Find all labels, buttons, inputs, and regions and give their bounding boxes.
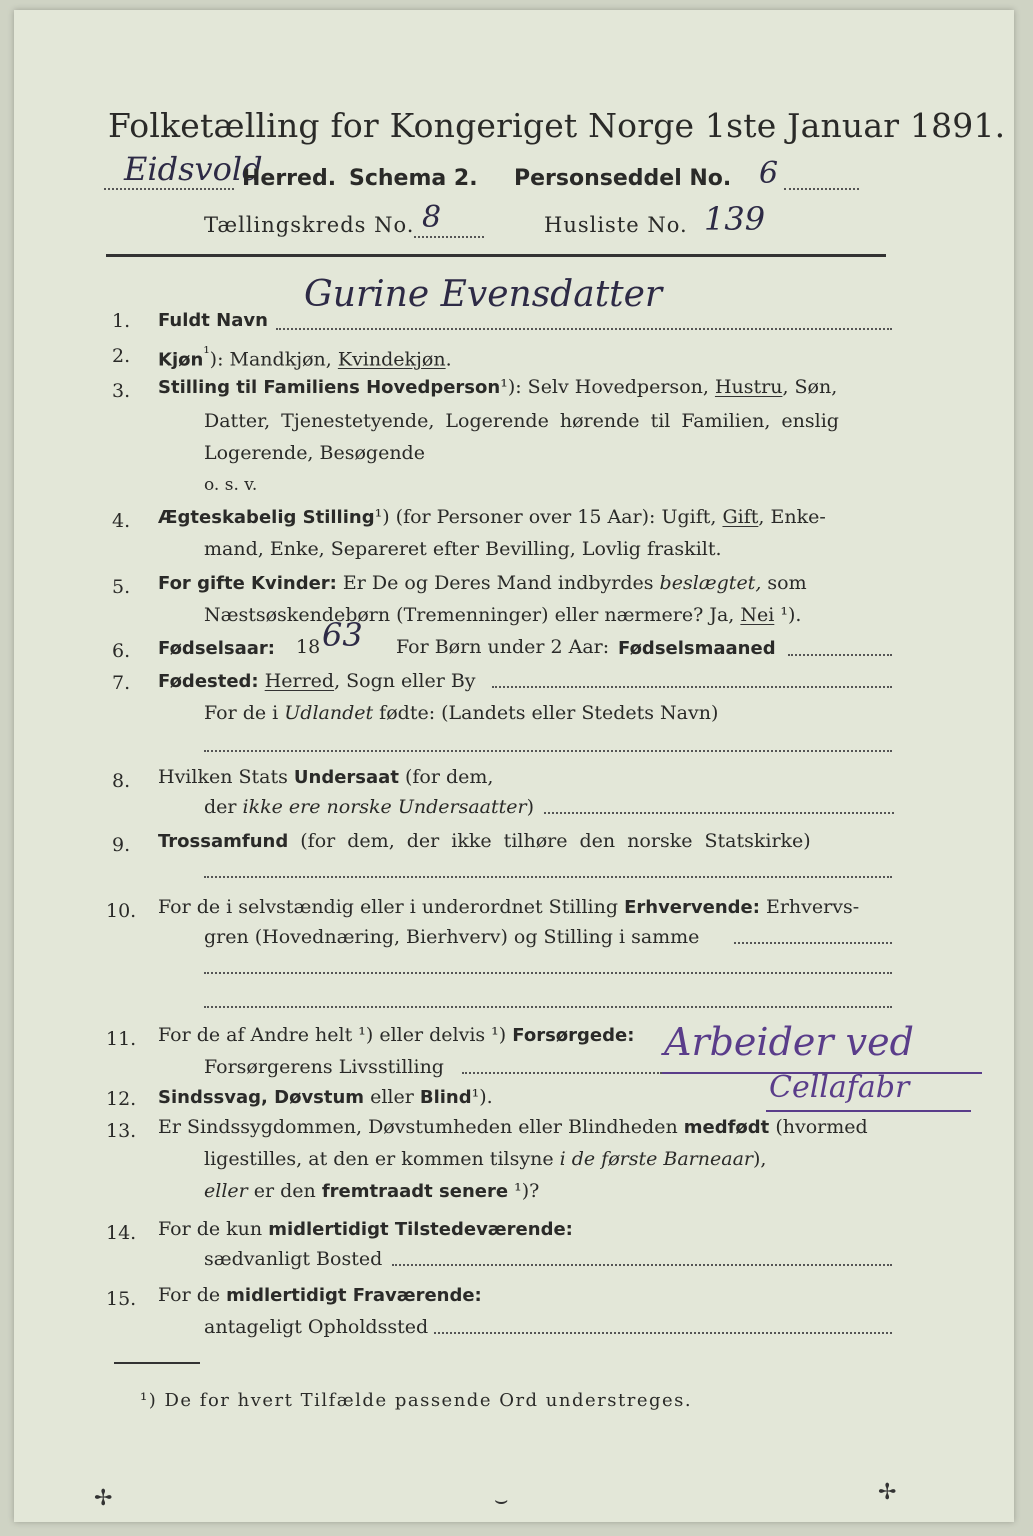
q13-line3-italic: eller — [204, 1180, 248, 1202]
q4-number: 4. — [112, 510, 131, 532]
q11-value: Arbeider ved — [664, 1020, 914, 1064]
q2-number: 2. — [112, 345, 131, 367]
q10-label: Erhvervende: — [624, 897, 760, 918]
q10-number: 10. — [106, 900, 137, 922]
q7-line2-a: For de i — [204, 702, 285, 724]
q12-line1 — [158, 1086, 493, 1108]
q5-line2-text: Næstsøskendebørn (Tremenninger) eller nærmere? Ja, — [204, 604, 741, 626]
q5-text-a: Er De og Deres Mand indbyrdes — [336, 572, 660, 594]
q5-text-b: som — [761, 572, 807, 594]
q5-end: ¹). — [774, 604, 802, 626]
q7-selected-option: Herred — [264, 670, 335, 692]
q8-text-b: (for dem, — [398, 766, 494, 788]
q6-year-value: 63 — [322, 616, 363, 654]
q6-label: Fødselsaar: — [158, 638, 275, 659]
q8-number: 8. — [112, 770, 131, 792]
q1-label: Fuldt Navn — [158, 310, 268, 331]
q6-label2: Fødselsmaaned — [618, 638, 776, 659]
q5-label: For gifte Kvinder: — [158, 573, 337, 594]
q3-text-b: , Søn, — [782, 376, 838, 398]
q7-text-a: , Sogn eller By — [334, 670, 476, 692]
q9-number: 9. — [112, 834, 131, 856]
q8-line2-b: ) — [526, 796, 534, 818]
q13-line2 — [204, 1148, 766, 1170]
q8-label: Undersaat — [293, 767, 399, 788]
q2-label: Kjøn — [158, 349, 204, 371]
register-mark-center-icon: ⌣ — [494, 1488, 509, 1513]
q2-end: . — [445, 348, 452, 371]
q12-text-a: eller — [364, 1086, 420, 1108]
q7-line1 — [158, 670, 476, 692]
q7-line2 — [204, 702, 718, 724]
q15-text-a: For de — [158, 1284, 227, 1306]
q11-dotted-line — [462, 1072, 662, 1074]
personseddel-label: Personseddel No. — [514, 166, 732, 191]
q11-text-a: For de af Andre helt ¹) eller delvis ¹) — [158, 1024, 513, 1046]
footnote — [140, 1390, 692, 1411]
q12-label: Sindssvag, Døvstum — [158, 1087, 365, 1108]
q10-dotted-line — [734, 942, 892, 944]
q14-number: 14. — [106, 1222, 137, 1244]
husliste-label: Husliste No. — [544, 213, 688, 237]
personseddel-value: 6 — [759, 156, 779, 191]
q11-number: 11. — [106, 1028, 137, 1050]
q9-dotted-line — [204, 876, 892, 878]
q7-line2-italic: Udlandet — [284, 702, 374, 724]
q6-text-b: For Børn under 2 Aar: — [396, 636, 610, 658]
q7-dotted-line2 — [204, 750, 892, 752]
q8-line2-a: der — [204, 796, 243, 818]
q13-line2-italic: i de første Barneaar — [559, 1148, 753, 1170]
q11-line1 — [158, 1024, 634, 1046]
register-mark-left-icon: ✢ — [94, 1486, 113, 1511]
q4-line2: mand, Enke, Separeret efter Bevilling, Lovlig fraskilt. — [204, 538, 722, 560]
q13-line3-bold: fremtraadt senere — [321, 1181, 509, 1202]
schema-label: Schema 2. — [349, 166, 478, 191]
q4-text-a: ¹) (for Personer over 15 Aar): Ugift, — [374, 506, 723, 528]
q8-line2 — [204, 796, 534, 818]
q11-underline2 — [766, 1110, 971, 1112]
q14-line2: sædvanligt Bosted — [204, 1248, 383, 1270]
q14-label: midlertidigt Tilstedeværende: — [268, 1219, 573, 1240]
q5-line1 — [158, 572, 807, 594]
q1-dotted-line — [276, 328, 892, 330]
q15-number: 15. — [106, 1288, 137, 1310]
q2-text: ): Mandkjøn, — [209, 348, 338, 371]
q7-label: Fødested: — [158, 671, 259, 692]
census-form — [14, 10, 1014, 1522]
q5-number: 5. — [112, 576, 131, 598]
q6-dotted-line — [788, 654, 892, 656]
herred-dotted-line — [104, 188, 234, 190]
q1-number: 1. — [112, 310, 131, 332]
kreds-label: Tællingskreds No. — [204, 213, 415, 237]
footnote-rule — [114, 1362, 200, 1364]
q12-number: 12. — [106, 1088, 137, 1110]
footnote-text: De for hvert Tilfælde passende Ord understreges. — [157, 1390, 693, 1411]
q13-line3-c: ¹)? — [508, 1180, 540, 1202]
herred-value: Eidsvold — [124, 150, 263, 188]
q12-label2: Blind — [419, 1087, 472, 1108]
q4-selected-option: Gift — [722, 506, 759, 528]
q13-text-b: (hvormed — [769, 1116, 868, 1138]
q11-label: Forsørgede: — [512, 1025, 635, 1046]
q11-value2: Cellafabr — [769, 1070, 910, 1105]
herred-label: Herred. — [242, 166, 337, 191]
q3-label: Stilling til Familiens Hovedperson — [158, 377, 501, 398]
q3-line3: Logerende, Besøgende — [204, 442, 425, 464]
q4-text-b: , Enke- — [758, 506, 826, 528]
kreds-value: 8 — [422, 200, 442, 235]
q10-dotted-line2 — [204, 972, 892, 974]
footnote-sup: ¹) — [140, 1390, 158, 1411]
q4-label: Ægteskabelig Stilling — [158, 507, 375, 528]
q3-number: 3. — [112, 380, 131, 402]
q6-prefix: 18 — [296, 636, 321, 658]
q14-dotted-line — [392, 1264, 892, 1266]
q13-label: medfødt — [683, 1117, 770, 1138]
personseddel-dotted-line — [784, 188, 859, 190]
q8-line1 — [158, 766, 493, 788]
q12-end: ¹). — [471, 1086, 493, 1108]
q8-line2-italic: ikke ere norske Undersaatter — [242, 796, 527, 818]
husliste-value: 139 — [704, 200, 766, 238]
q7-number: 7. — [112, 672, 131, 694]
q7-dotted-line — [492, 686, 892, 688]
q4-line1 — [158, 506, 826, 528]
q13-text-a: Er Sindssygdommen, Døvstumheden eller Blindheden — [158, 1116, 684, 1138]
q13-number: 13. — [106, 1120, 137, 1142]
q14-text-a: For de kun — [158, 1218, 269, 1240]
q10-text-b: Erhvervs- — [759, 896, 860, 918]
q15-line2: antageligt Opholdssted — [204, 1316, 429, 1338]
q3-text-a: ¹): Selv Hovedperson, — [500, 376, 715, 398]
q15-line1 — [158, 1284, 482, 1306]
q10-text-a: For de i selvstændig eller i underordnet Stilling — [158, 896, 625, 918]
q15-dotted-line — [434, 1332, 892, 1334]
q13-line2-b: ), — [753, 1148, 767, 1170]
q9-line1 — [158, 830, 811, 852]
q5-italic: beslægtet, — [659, 572, 762, 594]
q5-selected-option: Nei — [740, 604, 775, 626]
q10-line2: gren (Hovednæring, Bierhverv) og Stilling i samme — [204, 926, 700, 948]
q10-dotted-line3 — [204, 1006, 892, 1008]
kreds-dotted-line — [414, 236, 484, 238]
register-mark-right-icon: ✢ — [878, 1480, 897, 1505]
q15-label: midlertidigt Fraværende: — [226, 1285, 482, 1306]
q9-label: Trossamfund — [158, 831, 289, 852]
q8-text-a: Hvilken Stats — [158, 766, 294, 788]
q2-line — [158, 343, 452, 370]
q3-line1 — [158, 376, 837, 398]
q9-text-a: (for dem, der ikke tilhøre den norske Statskirke) — [288, 830, 811, 852]
q11-line2: Forsørgerens Livsstilling — [204, 1056, 444, 1078]
form-title: Folketælling for Kongeriget Norge 1ste Januar 1891. — [108, 106, 1006, 145]
q1-name-value: Gurine Evensdatter — [304, 274, 663, 315]
q8-dotted-line — [544, 812, 894, 814]
q14-line1 — [158, 1218, 573, 1240]
q5-line2 — [204, 604, 801, 626]
q13-line3 — [204, 1180, 539, 1202]
q7-line2-b: fødte: (Landets eller Stedets Navn) — [373, 702, 719, 724]
q3-line4: o. s. v. — [204, 475, 258, 495]
q13-line3-a: er den — [247, 1180, 322, 1202]
q3-selected-option: Hustru — [714, 376, 783, 398]
q13-line2-a: ligestilles, at den er kommen tilsyne — [204, 1148, 560, 1170]
q13-line1 — [158, 1116, 868, 1138]
q3-line2: Datter, Tjenestetyende, Logerende hørende til Familien, enslig — [204, 410, 839, 432]
header-rule — [106, 254, 886, 257]
q10-line1 — [158, 896, 859, 918]
q2-selected-option: Kvindekjøn — [337, 348, 446, 371]
q2-sup: ¹ — [203, 343, 210, 362]
q6-number: 6. — [112, 640, 131, 662]
